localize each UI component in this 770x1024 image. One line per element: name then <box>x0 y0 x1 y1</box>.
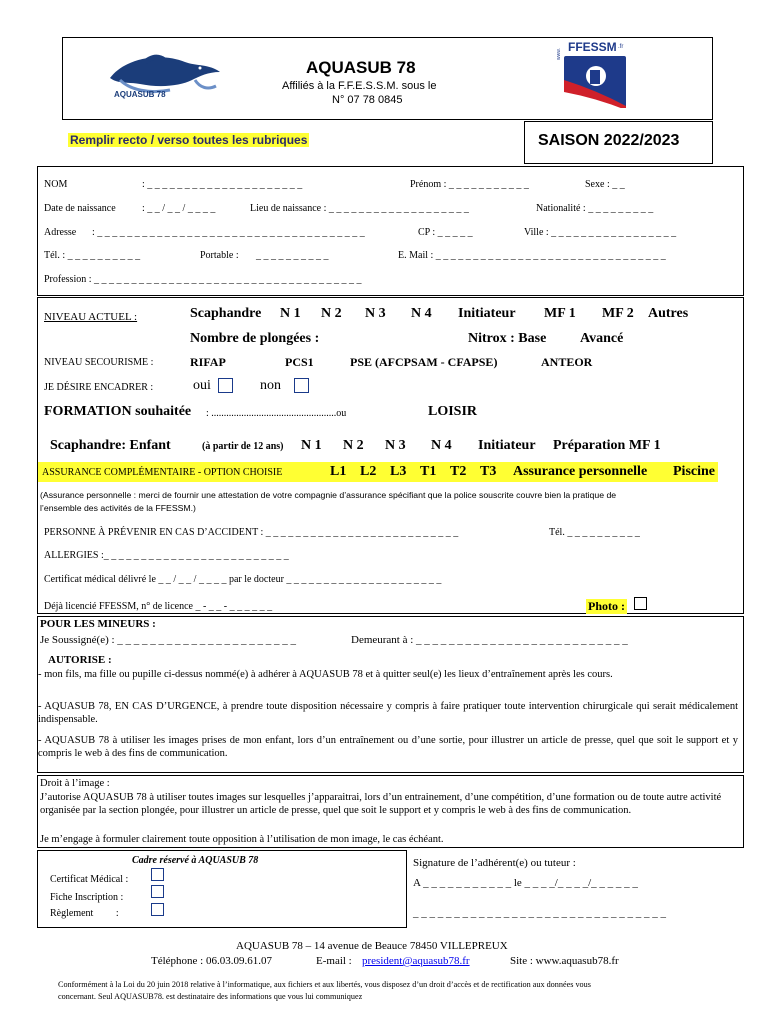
cadre-reglement-checkbox[interactable] <box>151 903 164 916</box>
assurance-l1[interactable]: L1 <box>330 464 347 479</box>
date-naissance-label: Date de naissance <box>44 203 116 214</box>
assurance-l2[interactable]: L2 <box>360 464 377 479</box>
loisir-option[interactable]: LOISIR <box>428 404 478 419</box>
assurance-t2[interactable]: T2 <box>450 464 467 479</box>
secourisme-label: NIVEAU SECOURISME : <box>44 357 154 368</box>
certificat-field[interactable]: Certificat médical délivré le _ _ / _ _ / _ _ _ _ par le docteur _ _ _ _ _ _ _ _ _ _ _ _ _ _ _ _ _ _ _ _ _ <box>44 574 442 585</box>
cadre-certificat-checkbox[interactable] <box>151 868 164 881</box>
legal-line2: concernant. Seul AQUASUB78. est destinataire des informations que vous lui communiquez <box>58 992 363 1001</box>
assurance-note-line2: l’ensemble des activités de la FFESSM.) <box>40 503 196 513</box>
droit-image-paragraph-1: J’autorise AQUASUB 78 à utiliser toutes images sur lesquelles j’apparaitrai, lors d’un entrainement, d’une compétition, d’une formation ou de toute autre activité organisée par la section plongée, pour illustrer un article de presse, quel que soit le support et y compris le web à des fins de communication. <box>40 792 722 816</box>
nationalite-field[interactable]: Nationalité : _ _ _ _ _ _ _ _ _ <box>536 203 654 214</box>
encadrer-label: JE DÉSIRE ENCADRER : <box>44 382 154 393</box>
footer-site: Site : www.aquasub78.fr <box>510 955 619 967</box>
ffessm-logo-suffix: .fr <box>618 44 624 50</box>
assurance-piscine[interactable]: Piscine <box>673 464 715 479</box>
assurance-l3[interactable]: L3 <box>390 464 407 479</box>
encadrer-non-label: non <box>260 378 281 393</box>
secourisme-pcs1[interactable]: PCS1 <box>285 355 314 369</box>
adresse-field[interactable]: : _ _ _ _ _ _ _ _ _ _ _ _ _ _ _ _ _ _ _ _ _ _ _ _ _ _ _ _ _ _ _ _ _ _ _ _ <box>92 227 365 238</box>
assurance-label: ASSURANCE COMPLÉMENTAIRE - OPTION CHOISIE <box>42 467 283 478</box>
urgence-tel-field[interactable]: Tél. _ _ _ _ _ _ _ _ _ _ <box>549 527 640 538</box>
cadre-fiche-label: Fiche Inscription : <box>50 892 124 903</box>
secourisme-rifap[interactable]: RIFAP <box>190 355 226 369</box>
tel-field[interactable]: Tél. : _ _ _ _ _ _ _ _ _ _ <box>44 250 141 261</box>
photo-label: Photo : <box>588 599 625 613</box>
enfant-n3[interactable]: N 3 <box>385 438 406 453</box>
allergies-field[interactable]: ALLERGIES :_ _ _ _ _ _ _ _ _ _ _ _ _ _ _ _ _ _ _ _ _ _ _ _ _ <box>44 550 289 561</box>
encadrer-oui-checkbox[interactable] <box>218 378 233 393</box>
nb-plongees-label: Nombre de plongées : <box>190 331 320 346</box>
photo-checkbox[interactable] <box>634 597 647 610</box>
cadre-reglement-label: Règlement : <box>50 908 119 919</box>
sexe-field[interactable]: Sexe : _ _ <box>585 179 625 190</box>
affiliation-line1: Affiliés à la F.F.E.S.S.M. sous le <box>282 80 437 92</box>
secourisme-anteor[interactable]: ANTEOR <box>541 355 593 369</box>
level-initiateur[interactable]: Initiateur <box>458 306 516 321</box>
personne-urgence-field[interactable]: PERSONNE À PRÉVENIR EN CAS D’ACCIDENT : _ _ _ _ _ _ _ _ _ _ _ _ _ _ _ _ _ _ _ _ _ _ _ _ _ _ <box>44 527 459 538</box>
formation-field[interactable]: : ..................................................ou <box>206 408 347 419</box>
niveau-box <box>37 297 744 614</box>
formation-label: FORMATION souhaitée <box>44 404 192 419</box>
enfant-age: (à partir de 12 ans) <box>202 441 284 452</box>
portable-field[interactable]: _ _ _ _ _ _ _ _ _ _ <box>256 250 329 261</box>
droit-image-title: Droit à l’image : <box>40 778 110 789</box>
ffessm-logo-www: www. <box>556 48 562 60</box>
autorise-paragraph-3: - AQUASUB 78 à utiliser les images prises de mon enfant, lors d’un entraînement ou d’une sortie, pour illustrer un article de presse, quel que soit le support et y compris le web à des fins de communication. <box>38 735 738 759</box>
nom-label: NOM <box>44 179 68 190</box>
mineurs-title: POUR LES MINEURS : <box>40 618 156 630</box>
soussigne-field[interactable]: Je Soussigné(e) : _ _ _ _ _ _ _ _ _ _ _ _ _ _ _ _ _ _ _ _ _ _ <box>40 634 297 646</box>
assurance-t1[interactable]: T1 <box>420 464 437 479</box>
left-logo-label: AQUASUB 78 <box>114 90 166 99</box>
autorise-paragraph-1: - mon fils, ma fille ou pupille ci-dessus nommé(e) à adhérer à AQUASUB 78 et à quitter seul(e) les lieux d’entraînement après les cours. <box>38 669 613 680</box>
email-field[interactable]: E. Mail : _ _ _ _ _ _ _ _ _ _ _ _ _ _ _ _ _ _ _ _ _ _ _ _ _ _ _ _ _ _ _ <box>398 250 666 261</box>
ffessm-logo <box>556 40 642 112</box>
signature-title: Signature de l’adhérent(e) ou tuteur : <box>413 857 576 869</box>
droit-image-paragraph-2: Je m’engage à formuler clairement toute opposition à l’utilisation de mon image, le cas échéant. <box>40 834 444 845</box>
secourisme-pse[interactable]: PSE (AFCPSAM - CFAPSE) <box>350 355 498 369</box>
legal-line1: Conformément à la Loi du 20 juin 2018 relative à l’informatique, aux fichiers et aux libertés, vous disposez d’un droit d’accès et de rectification aux données vous <box>58 980 591 989</box>
assurance-note-line1: (Assurance personnelle : merci de fournir une attestation de votre compagnie d’assurance spécifiant que la police souscrite couvre bien la pratique de <box>40 490 617 500</box>
portable-label: Portable : <box>200 250 239 261</box>
instruction: Remplir recto / verso toutes les rubriques <box>70 133 308 147</box>
nom-field[interactable]: : _ _ _ _ _ _ _ _ _ _ _ _ _ _ _ _ _ _ _ _ _ <box>142 179 303 190</box>
affiliation-line2: N° 07 78 0845 <box>332 94 403 106</box>
assurance-t3[interactable]: T3 <box>480 464 497 479</box>
demeurant-field[interactable]: Demeurant à : _ _ _ _ _ _ _ _ _ _ _ _ _ _ _ _ _ _ _ _ _ _ _ _ _ _ <box>351 634 628 646</box>
footer-email-link[interactable]: president@aquasub78.fr <box>362 955 470 967</box>
licence-field[interactable]: Déjà licencié FFESSM, n° de licence _ - _ _ - _ _ _ _ _ _ <box>44 601 273 612</box>
ville-field[interactable]: Ville : _ _ _ _ _ _ _ _ _ _ _ _ _ _ _ _ _ <box>524 227 677 238</box>
level-n1[interactable]: N 1 <box>280 306 301 321</box>
prenom-field[interactable]: Prénom : _ _ _ _ _ _ _ _ _ _ _ <box>410 179 529 190</box>
signature-place-date-field[interactable]: A _ _ _ _ _ _ _ _ _ _ _ le _ _ _ _/_ _ _ _/_ _ _ _ _ _ <box>413 877 638 889</box>
cadre-certificat-label: Certificat Médical : <box>50 874 129 885</box>
level-mf1[interactable]: MF 1 <box>544 306 576 321</box>
cadre-title: Cadre réservé à AQUASUB 78 <box>132 855 259 866</box>
season-title: SAISON 2022/2023 <box>538 132 680 149</box>
nitrox-avance[interactable]: Avancé <box>580 331 624 346</box>
encadrer-non-checkbox[interactable] <box>294 378 309 393</box>
cp-field[interactable]: CP : _ _ _ _ _ <box>418 227 473 238</box>
encadrer-oui-label: oui <box>193 378 211 393</box>
enfant-label: Scaphandre: Enfant <box>50 438 171 453</box>
assurance-personnelle[interactable]: Assurance personnelle <box>513 464 648 479</box>
date-naissance-field[interactable]: : _ _ / _ _ / _ _ _ _ <box>142 203 216 214</box>
profession-field[interactable]: Profession : _ _ _ _ _ _ _ _ _ _ _ _ _ _ _ _ _ _ _ _ _ _ _ _ _ _ _ _ _ _ _ _ _ _ _ _ <box>44 274 362 285</box>
nitrox-base[interactable]: Nitrox : Base <box>468 331 547 346</box>
aquasub-logo <box>100 50 230 105</box>
level-n2[interactable]: N 2 <box>321 306 342 321</box>
signature-field[interactable]: _ _ _ _ _ _ _ _ _ _ _ _ _ _ _ _ _ _ _ _ _ _ _ _ _ _ _ _ _ _ _ <box>413 907 666 919</box>
level-mf2[interactable]: MF 2 <box>602 306 634 321</box>
footer-email-label: E-mail : <box>316 955 352 967</box>
level-autres[interactable]: Autres <box>648 306 689 321</box>
adresse-label: Adresse <box>44 227 77 238</box>
enfant-n4[interactable]: N 4 <box>431 438 452 453</box>
enfant-n1[interactable]: N 1 <box>301 438 322 453</box>
scaphandre-label: Scaphandre <box>190 306 262 321</box>
footer-telephone: Téléphone : 06.03.09.61.07 <box>151 955 272 967</box>
autorise-title: AUTORISE : <box>48 654 112 666</box>
ffessm-logo-label: FFESSM <box>568 40 617 54</box>
footer-address: AQUASUB 78 – 14 avenue de Beauce 78450 VILLEPREUX <box>236 940 508 952</box>
enfant-initiateur[interactable]: Initiateur <box>478 438 536 453</box>
level-n3[interactable]: N 3 <box>365 306 386 321</box>
enfant-prep-mf1[interactable]: Préparation MF 1 <box>553 438 661 453</box>
club-name: AQUASUB 78 <box>306 58 416 77</box>
autorise-paragraph-2: - AQUASUB 78, EN CAS D’URGENCE, à prendre toute disposition nécessaire y compris à faire pratiquer toute intervention chirurgicale qui serait médicalement indispensable. <box>38 701 738 725</box>
level-n4[interactable]: N 4 <box>411 306 432 321</box>
enfant-n2[interactable]: N 2 <box>343 438 364 453</box>
cadre-fiche-checkbox[interactable] <box>151 885 164 898</box>
niveau-label: NIVEAU ACTUEL : <box>44 311 138 323</box>
lieu-naissance-field[interactable]: Lieu de naissance : _ _ _ _ _ _ _ _ _ _ _ _ _ _ _ _ _ _ _ <box>250 203 469 214</box>
